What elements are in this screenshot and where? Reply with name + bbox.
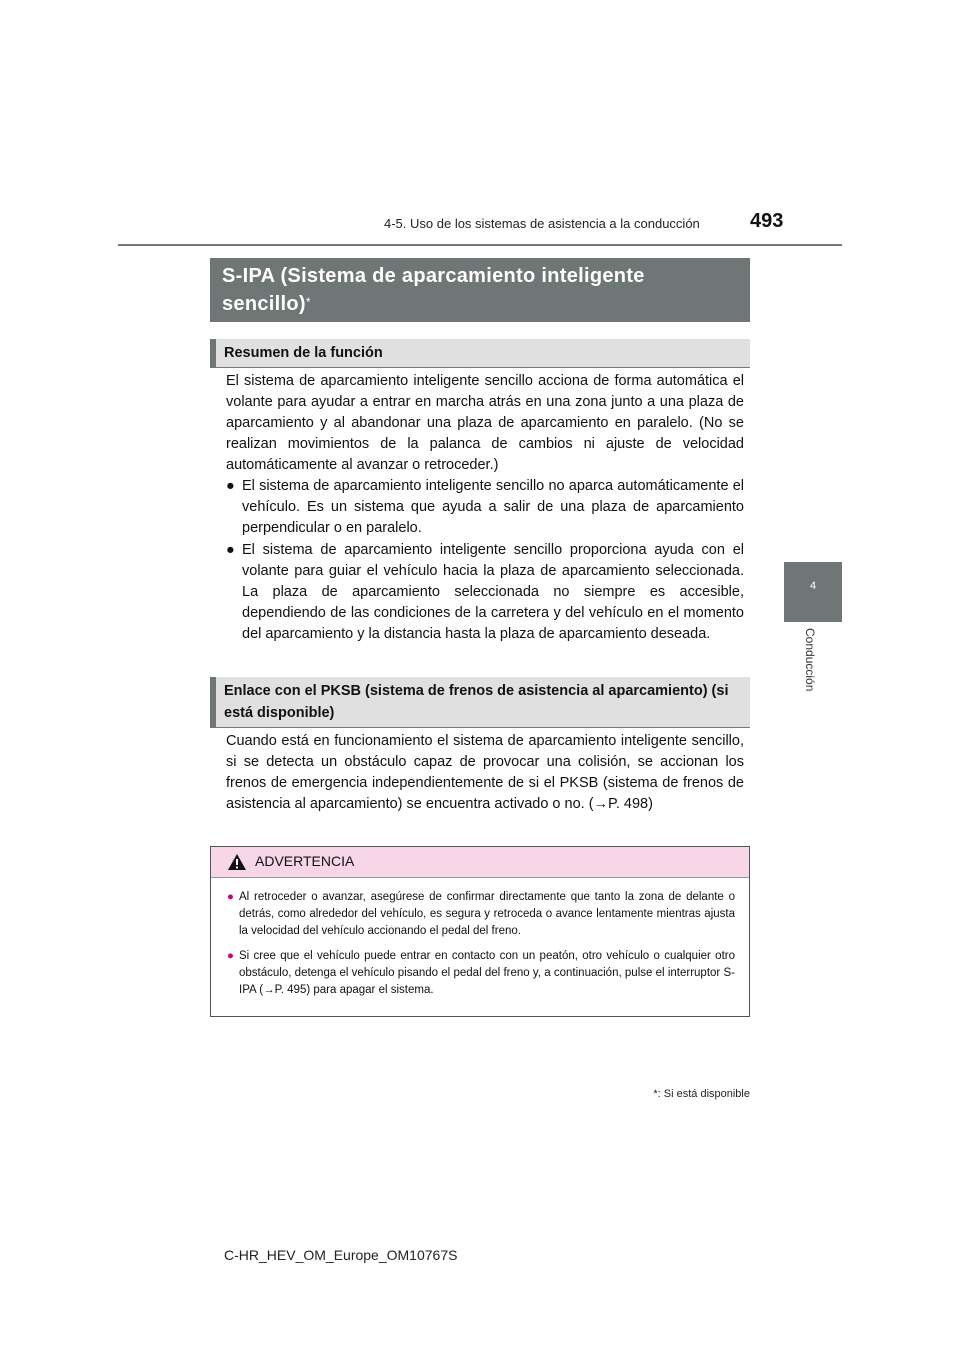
warning-triangle-icon xyxy=(227,853,247,876)
warning-item xyxy=(227,948,735,999)
running-header: 4-5. Uso de los sistemas de asistencia a la conducción xyxy=(384,216,700,231)
bullet-icon: ● xyxy=(226,478,235,494)
warning-box xyxy=(210,846,750,1017)
list-item xyxy=(226,540,744,645)
subheading-pksb: Enlace con el PKSB (sistema de frenos de asistencia al aparcamiento) (si está disponible) xyxy=(210,677,750,728)
bullet-icon: ● xyxy=(226,542,235,558)
footnote-mark: * xyxy=(653,1088,658,1100)
warning-item-text: Si cree que el vehículo puede entrar en contacto con un peatón, otro vehículo o cualquier otro obstáculo, detenga el vehículo pisando el pedal del freno y, a continuación, pulse el interruptor S-IPA (→P. 495) para apagar el sistema. xyxy=(239,950,735,996)
pksb-paragraph: Cuando está en funcionamiento el sistema de aparcamiento inteligente sencillo, si se detecta un obstáculo capaz de provocar una colisión, se accionan los frenos de emergencia independientemente de si el PKSB (sistema de frenos de asistencia al aparcamiento) se encuentra activado o no. (→P. 498) xyxy=(226,733,744,812)
warning-item xyxy=(227,889,735,940)
warning-bullet-icon: ● xyxy=(227,950,234,962)
warning-item-text: Al retroceder o avanzar, asegúrese de confirmar directamente que tanto la zona de delante o detrás, como alrededor del vehículo, es segura y retroceda o avance lentamente mientras ajusta la velocidad del vehículo accionando el pedal del freno. xyxy=(239,891,735,937)
list-item-text: El sistema de aparcamiento inteligente sencillo no aparca automáticamente el vehículo. Es un sistema que ayuda a salir de una plaza de aparcamiento perpendicular o en paralelo. xyxy=(242,478,744,536)
section-title-text: S-IPA (Sistema de aparcamiento inteligente sencillo) xyxy=(222,265,645,315)
warning-header xyxy=(211,847,749,878)
document-id: C-HR_HEV_OM_Europe_OM10767S xyxy=(224,1247,458,1263)
warning-bullet-icon: ● xyxy=(227,891,234,903)
section-title xyxy=(210,258,750,322)
chapter-tab xyxy=(784,562,842,622)
page-number: 493 xyxy=(750,210,784,232)
chapter-label: Conducción xyxy=(803,628,817,692)
warning-title: ADVERTENCIA xyxy=(255,853,355,869)
chapter-number: 4 xyxy=(809,580,817,592)
summary-paragraph: El sistema de aparcamiento inteligente sencillo acciona de forma automática el volante para ayudar a entrar en marcha atrás en una zona junto a una plaza de aparcamiento y al abandonar una plaza de aparcamiento en paralelo. (No se realizan movimientos de la palanca de cambios ni ajuste de velocidad automáticamente al avanzar o retroceder.) xyxy=(226,373,744,473)
footnote-text: : Si está disponible xyxy=(657,1088,750,1100)
list-item xyxy=(226,476,744,539)
footnote xyxy=(540,1088,750,1100)
subheading-summary: Resumen de la función xyxy=(210,339,750,368)
header-rule xyxy=(118,244,842,246)
title-footnote-mark: * xyxy=(305,295,311,309)
list-item-text: El sistema de aparcamiento inteligente sencillo proporciona ayuda con el volante para guiar el vehículo hacia la plaza de aparcamiento seleccionada. La plaza de aparcamiento seleccionada no siempre es accesible, dependiendo de las condiciones de la carretera y del vehículo en el momento del aparcamiento y la distancia hasta la plaza de aparcamiento deseada. xyxy=(242,542,744,642)
